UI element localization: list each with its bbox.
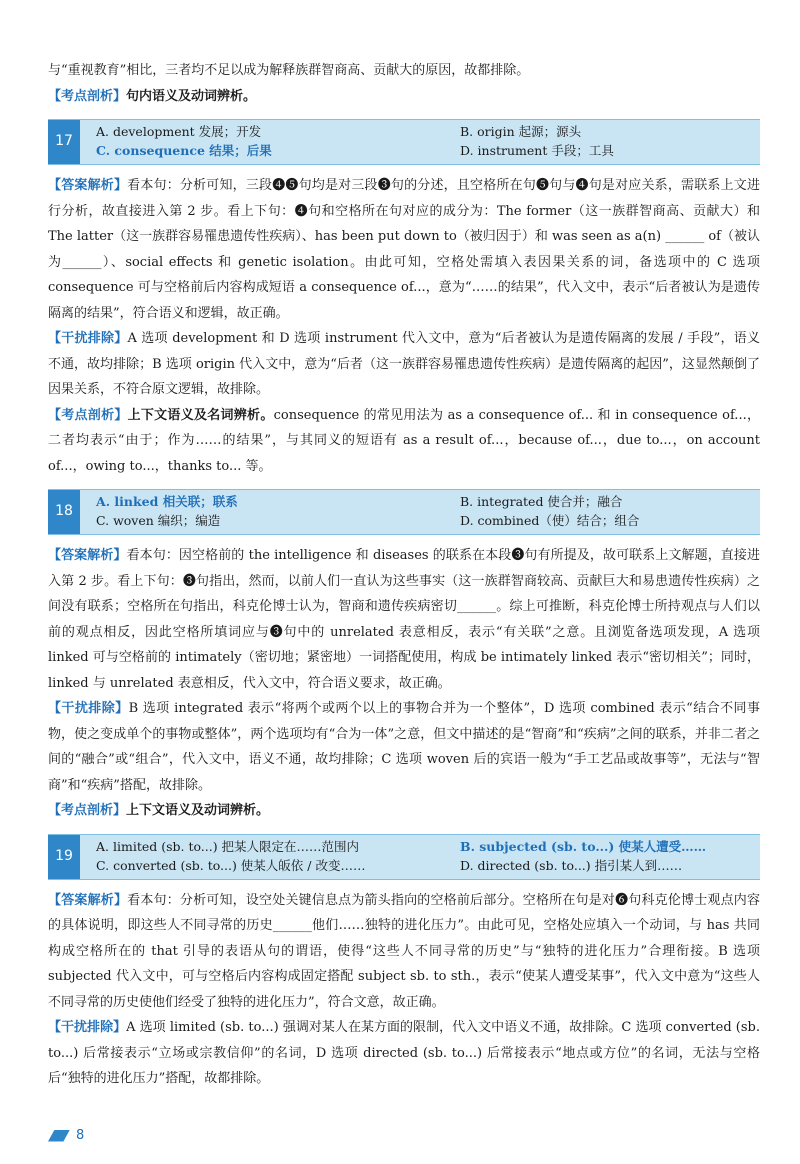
question-17-options xyxy=(48,119,760,165)
analysis-title: 句内语义及动词辨析。 xyxy=(126,88,257,104)
question-18-options xyxy=(48,489,760,535)
distractor-label: 【干扰排除】 xyxy=(48,701,129,716)
option-a: A. development 发展；开发 xyxy=(96,124,262,139)
answer-text: 看本句：因空格前的 the intelligence 和 diseases 的联系在本段❸句有所提及，故可联系上文解题，直接进入第 2 步。看上下句：❸句指出，然而，以前人们一直认为这些事实（这一族群智商较高、贡献巨大和易患遗传性疾病）之间没有联系；空格所在句指出，科克伦博士认为，智商和遗传疾病密切______。综上可推断，科克伦博士所持观点与人们以前的观点相反，因此空格所填词应与❸句中的 unrelated 表意相反，表示“有关联”之意。且浏览备选项发现，A 选项 linked 可与空格前的 intimately（密切地；紧密地）一词搭配使用，构成 be intimately linked 表示“密切相关”；同时，linked 与 unrelated 表意相反，代入文中，符合语义要求，故正确。 xyxy=(48,548,760,691)
analysis-label: 【考点剖析】 xyxy=(48,88,127,104)
option-c: C. converted (sb. to...) 使某人皈依 / 改变…… xyxy=(96,857,366,873)
page-marker-icon xyxy=(48,1130,70,1142)
answer-text: 看本句：分析可知，三段❹❺句均是对三段❸句的分述，且空格所在句❺句与❹句是对应关系，需联系上文进行分析，故直接进入第 2 步。看上下句：❹句和空格所在句对应的成分为：The former（这一族群智商高、贡献大）和 The latter（这一族群容易罹患遗传性疾病）、has been put down to（被归因于）和 was seen as a(n) ______ of（被认为______）、social effects 和 genetic isolation。由此可知，空格处需填入表因果关系的词，备选项中的 C 选项 consequence 可与空格前后内容构成短语 a consequence of...，意为“……的结果”，代入文中，表示“后者被认为是遗传隔离的结果”，符合语义和逻辑，故正确。 xyxy=(48,178,760,321)
answer-text: 看本句：分析可知，设空处关键信息点为箭头指向的空格前后部分。空格所在句是对❻句科克伦博士观点内容的具体说明，即这些人不同寻常的历史______他们……独特的进化压力”。由此可见，空格处应填入一个动词，与 has 共同构成空格所在的 that 引导的表语从句的谓语，使得“这些人不同寻常的历史”与“独特的进化压力”合理衔接。B 选项 subjected 代入文中，可与空格后内容构成固定搭配 subject sb. to sth.，表示“使某人遭受某事”，代入文中意为“这些人不同寻常的历史使他们经受了独特的进化压力”，符合文意，故正确。 xyxy=(48,892,760,1010)
page-content xyxy=(48,58,760,1092)
point-label: 【考点剖析】 xyxy=(48,407,128,423)
option-d: D. instrument 手段；工具 xyxy=(460,143,614,158)
intro-text: 与“重视教育”相比，三者均不足以成为解释族群智商高、贡献大的原因，故都排除。 xyxy=(48,63,530,78)
question-number: 19 xyxy=(48,835,80,879)
distractor-text: A 选项 limited (sb. to...) 强调对某人在某方面的限制，代入文中语义不通，故排除。C 选项 converted (sb. to...) 后常接表示“立场或宗教信仰”的名词，D 选项 directed (sb. to...) 后常接表示“地点或方位”的名词，无法与空格后“独特的进化压力”搭配，故都排除。 xyxy=(48,1020,760,1086)
answer-label: 【答案解析】 xyxy=(48,892,128,908)
q19-distractor xyxy=(48,1015,760,1092)
option-d: D. directed (sb. to...) 指引某人到…… xyxy=(460,857,683,873)
q18-distractor xyxy=(48,696,760,798)
page-number: 8 xyxy=(76,1128,85,1143)
point-label: 【考点剖析】 xyxy=(48,803,127,818)
answer-label: 【答案解析】 xyxy=(48,178,128,193)
distractor-label: 【干扰排除】 xyxy=(48,331,128,346)
option-a: A. limited (sb. to...) 把某人限定在……范围内 xyxy=(96,838,360,854)
question-19-options xyxy=(48,834,760,880)
q17-distractor xyxy=(48,326,760,403)
option-c: C. woven 编织；编造 xyxy=(96,513,221,528)
page-footer xyxy=(48,1128,84,1143)
q19-answer xyxy=(48,888,760,1016)
option-b: B. origin 起源；源头 xyxy=(460,124,582,139)
intro-analysis xyxy=(48,84,760,110)
distractor-label: 【干扰排除】 xyxy=(48,1020,127,1035)
point-text: consequence 的常见用法为 as a consequence of... 和 in consequence of...，二者均表示“由于；作为……的结果”，与其同义的短语有 as a result of...，because of...，due to...，on account of...，owing to...，thanks to... 等。 xyxy=(48,407,760,474)
option-c-correct: C. consequence 结果；后果 xyxy=(96,143,272,158)
q17-answer xyxy=(48,173,760,326)
question-number: 17 xyxy=(48,120,80,164)
q18-answer xyxy=(48,543,760,696)
q18-point xyxy=(48,798,760,824)
point-title: 上下文语义及名词辨析。 xyxy=(127,407,274,423)
option-a-correct: A. linked 相关联；联系 xyxy=(96,494,238,509)
option-d: D. combined（使）结合；组合 xyxy=(460,513,640,528)
question-number: 18 xyxy=(48,490,80,534)
distractor-text: B 选项 integrated 表示“将两个或两个以上的事物合并为一个整体”，D 选项 combined 表示“结合不同事物，使之变成单个的事物或整体”，两个选项均有“合为一体”之意，但文中描述的是“智商”和“疾病”之间的联系，并非二者之间的“融合”或“组合”，代入文中，语义不通，故均排除；C 选项 woven 后的宾语一般为“手工艺品或故事等”，无法与“智商”和“疾病”搭配，故排除。 xyxy=(48,701,760,793)
option-b: B. integrated 使合并；融合 xyxy=(460,494,623,509)
point-title: 上下文语义及动词辨析。 xyxy=(126,803,270,818)
q17-point xyxy=(48,403,760,480)
answer-label: 【答案解析】 xyxy=(48,548,127,563)
option-b-correct: B. subjected (sb. to...) 使某人遭受…… xyxy=(460,838,707,854)
distractor-text: A 选项 development 和 D 选项 instrument 代入文中，意为“后者被认为是遗传隔离的发展 / 手段”，语义不通，故均排除；B 选项 origin 代入文中，意为“后者（这一族群容易罹患遗传性疾病）是遗传隔离的起因”，这显然颠倒了因果关系，不符合原文逻辑，故排除。 xyxy=(48,331,760,397)
